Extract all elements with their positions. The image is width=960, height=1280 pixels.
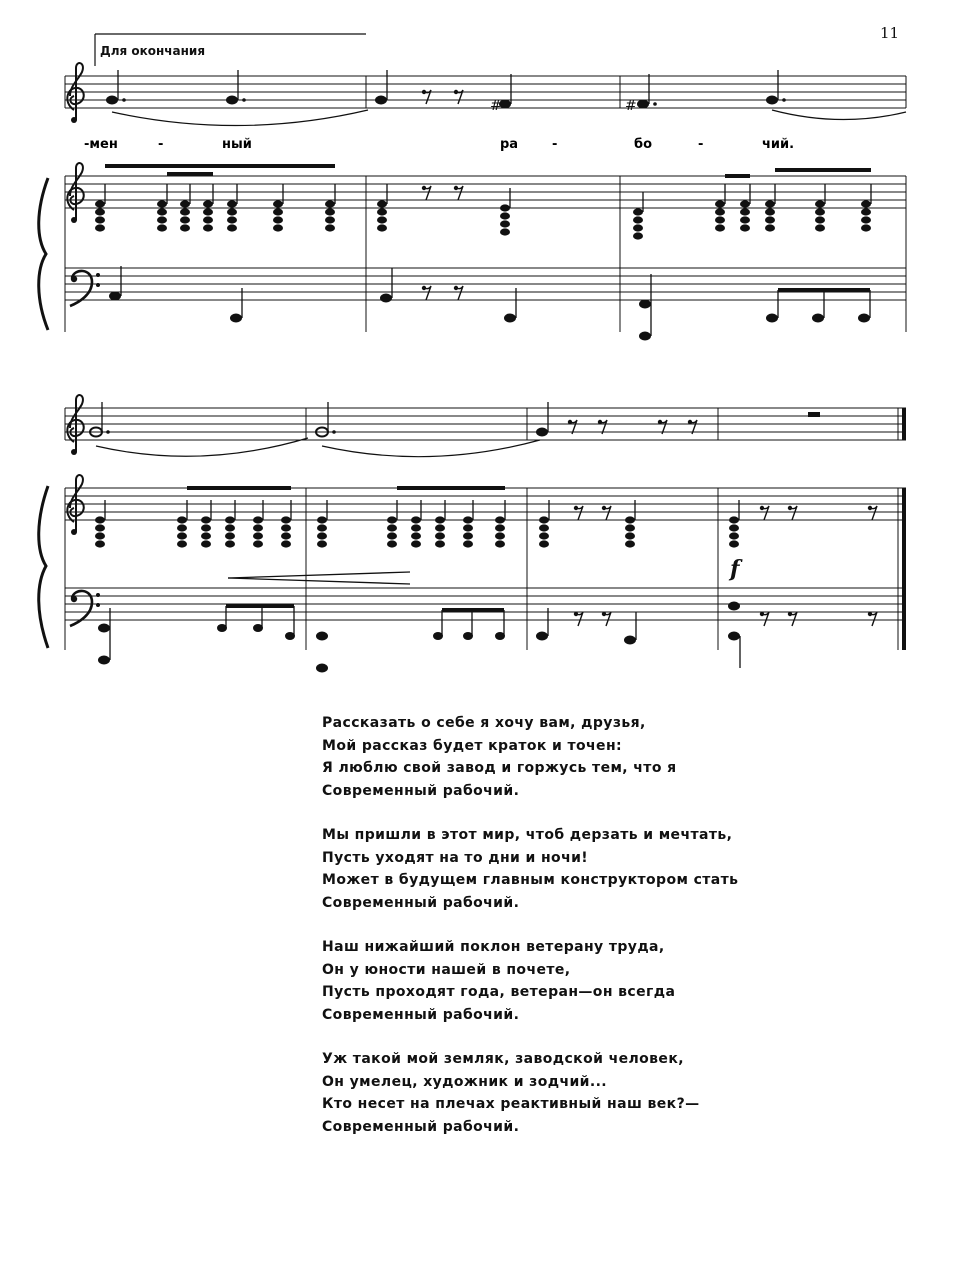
lyric-line: Наш нижайший поклон ветерану труда, (322, 939, 665, 955)
lyric-line: Современный рабочий. (322, 782, 520, 799)
lyric-line: Мой рассказ будет краток и точен: (322, 737, 623, 754)
voice-staff (65, 408, 906, 440)
lyric-syllable: - (158, 137, 164, 152)
lyric-line: Может в будущем главным конструктором стать (322, 872, 739, 888)
stanza-4 (322, 1048, 882, 1138)
volta-ending-label: Для окончания (100, 44, 206, 58)
lyric-line: Пусть уходят на то дни и ночи! (322, 849, 589, 866)
system-1 (39, 34, 906, 341)
lyric-line: Он у юности нашей в почете, (322, 961, 571, 978)
lyric-syllable: - (552, 137, 558, 152)
svg-text:#: # (625, 98, 637, 114)
system-2 (39, 395, 906, 672)
lyric-line: Современный рабочий. (322, 1118, 520, 1135)
dynamic-marking: f (730, 556, 740, 582)
lyric-syllable: ра (500, 137, 519, 152)
voice-staff (65, 76, 906, 108)
voice-notes (90, 402, 820, 437)
lyric-line: Я люблю свой завод и горжусь тем, что я (322, 760, 677, 776)
piano-right-staff (65, 176, 906, 332)
piano-right-staff (65, 488, 906, 650)
piano-left-staff (65, 268, 906, 300)
stanza-3 (322, 936, 882, 1026)
page-number: 11 (880, 24, 900, 42)
lyrics-line (84, 137, 794, 152)
lyric-syllable: бо (634, 137, 653, 152)
song-lyrics (322, 712, 882, 1160)
lyric-syllable: - (698, 137, 704, 152)
piano-right-chords (95, 488, 877, 584)
svg-text:#: # (490, 98, 502, 114)
lyric-line: Пусть проходят года, ветеран—он всегда (322, 984, 676, 1000)
lyric-syllable: ный (222, 137, 252, 152)
lyric-syllable: чий. (762, 137, 795, 152)
piano-left-notes (109, 266, 870, 341)
lyric-line: Он умелец, художник и зодчий... (322, 1073, 608, 1090)
piano-right-chords (95, 166, 871, 240)
lyric-line: Современный рабочий. (322, 1006, 520, 1023)
lyric-line: Мы пришли в этот мир, чтоб дерзать и мечтать, (322, 827, 733, 843)
stanza-2 (322, 824, 882, 914)
lyric-line: Современный рабочий. (322, 894, 520, 911)
lyric-line: Уж такой мой земляк, заводской человек, (322, 1051, 684, 1067)
lyric-line: Рассказать о себе я хочу вам, друзья, (322, 715, 646, 731)
lyric-line: Кто несет на плечах реактивный наш век?— (322, 1096, 700, 1112)
stanza-1 (322, 712, 882, 802)
piano-left-staff (65, 588, 906, 620)
lyric-syllable: -мен (84, 137, 118, 152)
